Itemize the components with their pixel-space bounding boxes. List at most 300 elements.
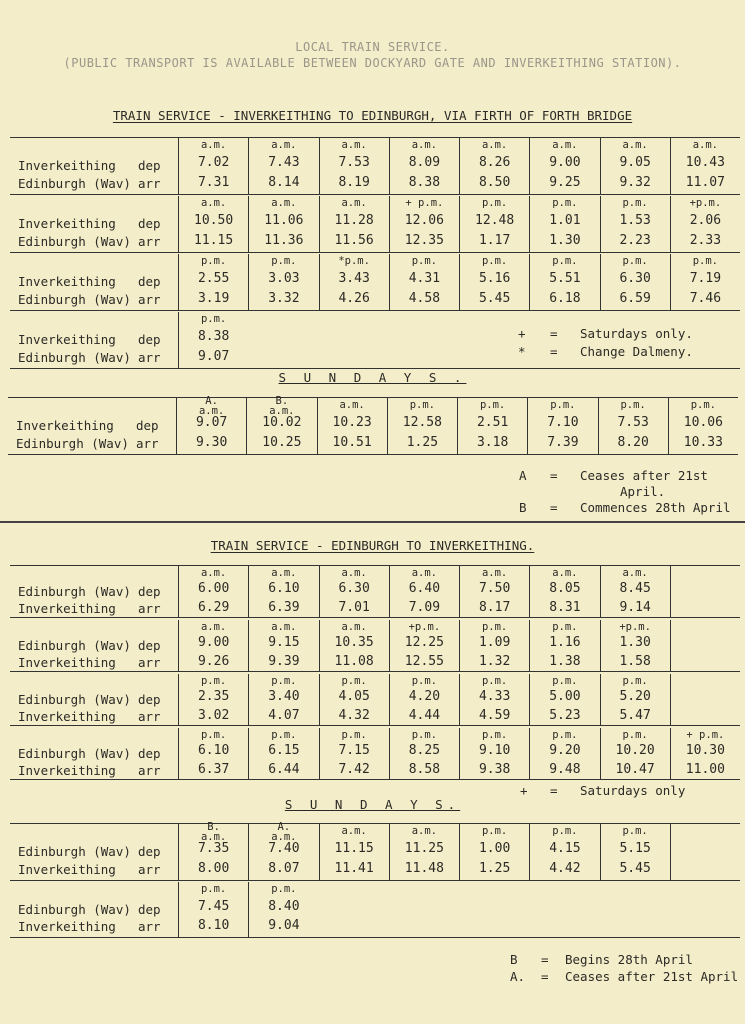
dep-arr-label: arr: [138, 350, 161, 366]
am-pm-marker: [460, 568, 529, 579]
am-pm-marker: [601, 826, 670, 837]
arrival-time: 6.37: [197, 761, 230, 777]
arrival-time: 7.39: [547, 434, 579, 450]
am-pm-marker: [458, 400, 527, 411]
departure-time: 1.09: [478, 635, 511, 651]
departure-time: 5.51: [549, 270, 581, 286]
time-cell: [248, 728, 318, 779]
time-cell: [459, 824, 529, 880]
timetable-row: [10, 728, 740, 780]
time-cell: [248, 566, 318, 617]
dep-arr-label: arr: [138, 234, 161, 250]
am-pm-marker: [669, 400, 738, 411]
arrival-time: 11.15: [194, 232, 234, 248]
arrival-time: 3.18: [476, 434, 509, 450]
am-pm-marker: [390, 198, 459, 209]
am-pm-tag: p.m.: [552, 825, 578, 837]
arrival-time: 6.29: [197, 599, 230, 615]
time-cell: [600, 674, 670, 725]
am-pm-tag: p.m.: [271, 883, 297, 895]
departure-time: 10.02: [262, 414, 302, 430]
timetable-row: [8, 395, 738, 455]
departure-time: 2.55: [197, 270, 230, 286]
legend-symbol: +: [520, 783, 528, 798]
am-pm-marker: [179, 730, 248, 741]
am-pm-marker: [530, 826, 599, 837]
departure-time: 8.45: [619, 581, 651, 597]
arrival-time: 4.58: [408, 290, 441, 306]
am-pm-tag: +p.m.: [689, 197, 722, 209]
am-pm-marker: [390, 256, 459, 267]
departure-time: 7.53: [338, 154, 370, 170]
am-pm-tag: p.m.: [552, 255, 578, 267]
am-pm-tag: a.m.: [552, 139, 578, 151]
am-pm-marker: [460, 256, 529, 267]
time-cell: [529, 196, 599, 252]
station-label: Edinburgh (Wav): [18, 901, 131, 917]
time-cell: [670, 138, 740, 194]
arrival-time: 4.26: [338, 290, 370, 306]
arrival-time: 5.23: [549, 707, 581, 723]
departure-time: 10.50: [194, 212, 234, 228]
departure-time: 1.16: [549, 635, 581, 651]
departure-time: 6.30: [338, 581, 370, 597]
am-pm-tag: p.m.: [481, 621, 508, 633]
time-cell: [459, 728, 529, 779]
station-label: Edinburgh (Wav): [18, 692, 131, 708]
arrival-time: 12.35: [404, 232, 444, 248]
departure-time: 4.15: [549, 840, 581, 856]
legend-symbol: +: [518, 326, 526, 341]
legend-equals: =: [550, 344, 558, 359]
am-pm-marker: [671, 730, 740, 741]
dep-arr-label: arr: [136, 436, 159, 452]
departure-time: 11.25: [404, 840, 444, 856]
timetable-row: [10, 620, 740, 672]
station-label: Edinburgh (Wav): [16, 436, 129, 452]
am-pm-marker: [320, 826, 389, 837]
departure-time: 1.00: [478, 840, 511, 856]
sundays-heading: S U N D A Y S .: [278, 370, 467, 385]
departure-time: 2.06: [689, 212, 722, 228]
am-pm-tag: a.m.: [200, 197, 227, 209]
departure-time: 9.00: [197, 635, 230, 651]
note-marker: A.: [277, 821, 291, 833]
departure-time: 10.35: [334, 635, 374, 651]
dep-arr-label: arr: [138, 600, 161, 616]
section1-sundays-table: [8, 397, 738, 458]
departure-time: 1.53: [619, 212, 651, 228]
station-label: Inverkeithing: [18, 216, 116, 232]
station-label: Inverkeithing: [18, 762, 116, 778]
departure-time: 2.51: [476, 414, 509, 430]
am-pm-tag: a.m.: [269, 405, 295, 417]
arrival-time: 1.30: [549, 232, 581, 248]
am-pm-tag: a.m.: [622, 567, 648, 579]
arrival-time: 11.56: [334, 232, 374, 248]
am-pm-tag: p.m.: [481, 675, 508, 687]
time-cell: [598, 398, 668, 454]
am-pm-marker: [249, 676, 318, 687]
departure-time: 3.40: [268, 689, 300, 705]
dep-arr-label: dep: [138, 844, 161, 860]
timetable-row: [10, 882, 740, 938]
station-label: Inverkeithing: [18, 332, 116, 348]
arrival-time: 7.01: [338, 599, 370, 615]
time-cell: [459, 566, 529, 617]
legend-equals: =: [550, 326, 558, 341]
am-pm-tag: *p.m.: [338, 255, 370, 267]
arrival-time: 9.39: [268, 653, 300, 669]
am-pm-marker: [601, 730, 670, 741]
am-pm-tag: p.m.: [481, 197, 508, 209]
am-pm-tag: p.m.: [550, 399, 576, 411]
arrival-time: 2.33: [689, 232, 722, 248]
station-label: Inverkeithing: [18, 600, 116, 616]
arrival-time: 8.14: [268, 174, 300, 190]
am-pm-tag: p.m.: [692, 255, 719, 267]
am-pm-marker: [320, 622, 389, 633]
am-pm-marker: [390, 568, 459, 579]
am-pm-tag: a.m.: [481, 567, 508, 579]
arrival-time: 4.44: [408, 707, 441, 723]
am-pm-tag: a.m.: [341, 197, 367, 209]
departure-time: 12.25: [404, 635, 444, 651]
am-pm-tag: a.m.: [200, 621, 227, 633]
legend-text: Saturdays only: [580, 783, 686, 798]
note-equals: =: [541, 952, 549, 967]
time-cell: [389, 138, 459, 194]
departure-time: 2.35: [197, 689, 230, 705]
time-cell: [176, 395, 246, 454]
dep-arr-label: dep: [138, 332, 161, 348]
departure-time: 5.00: [549, 689, 581, 705]
am-pm-tag: p.m.: [622, 825, 648, 837]
departure-time: 12.48: [475, 212, 515, 228]
departure-time: 6.00: [197, 581, 230, 597]
arrival-time: 5.45: [478, 290, 511, 306]
departure-time: 5.20: [619, 689, 651, 705]
am-pm-tag: a.m.: [622, 139, 648, 151]
departure-time: 7.15: [338, 743, 370, 759]
departure-time: 6.15: [268, 743, 300, 759]
am-pm-marker: [249, 256, 318, 267]
departure-time: 11.28: [334, 212, 374, 228]
am-pm-tag: a.m.: [341, 139, 367, 151]
arrival-time: 3.32: [268, 290, 300, 306]
am-pm-tag: p.m.: [481, 729, 508, 741]
legend-equals: =: [550, 783, 558, 798]
arrival-time: 8.17: [478, 599, 511, 615]
am-pm-tag: +p.m.: [408, 621, 441, 633]
arrival-time: 4.32: [338, 707, 370, 723]
section1-heading: TRAIN SERVICE - INVERKEITHING TO EDINBURGH, VIA FIRTH OF FORTH BRIDGE: [112, 108, 633, 123]
time-cell: [319, 824, 389, 880]
am-pm-marker: [530, 140, 599, 151]
station-label: Edinburgh (Wav): [18, 638, 131, 654]
time-cell: [457, 398, 527, 454]
departure-time: 3.43: [338, 270, 370, 286]
note-equals: =: [550, 500, 558, 515]
time-cell: [246, 395, 316, 454]
arrival-time: 9.14: [619, 599, 651, 615]
time-cell: [529, 566, 599, 617]
departure-time: 12.58: [402, 414, 442, 430]
note-text: Ceases after 21st April: [565, 969, 739, 984]
dep-arr-label: dep: [138, 216, 161, 232]
arrival-time: 1.32: [478, 653, 511, 669]
station-label: Inverkeithing: [18, 274, 116, 290]
time-cell: [319, 728, 389, 779]
departure-time: 8.05: [549, 581, 581, 597]
dep-arr-label: dep: [136, 418, 159, 434]
departure-time: 6.30: [619, 270, 651, 286]
departure-time: 6.10: [197, 743, 230, 759]
departure-time: 7.10: [547, 414, 579, 430]
arrival-time: 1.58: [619, 653, 651, 669]
departure-time: 4.33: [478, 689, 511, 705]
am-pm-tag: a.m.: [341, 621, 367, 633]
time-cell: [600, 566, 670, 617]
time-cell: [670, 674, 740, 725]
timetable-row: [10, 566, 740, 618]
arrival-time: 8.00: [197, 860, 230, 876]
arrival-time: 12.55: [404, 653, 444, 669]
departure-time: 10.23: [332, 414, 372, 430]
departure-time: 6.10: [268, 581, 300, 597]
am-pm-marker: [530, 256, 599, 267]
dep-arr-label: arr: [138, 919, 161, 935]
arrival-time: 9.38: [478, 761, 511, 777]
departure-time: 8.26: [478, 154, 511, 170]
am-pm-tag: a.m.: [271, 567, 297, 579]
am-pm-tag: p.m.: [271, 729, 297, 741]
time-cell: [389, 196, 459, 252]
am-pm-tag: +p.m.: [619, 621, 651, 633]
am-pm-tag: a.m.: [198, 405, 225, 417]
departure-time: 9.05: [619, 154, 651, 170]
time-cell: [459, 620, 529, 671]
note-marker: B.: [275, 395, 289, 407]
am-pm-marker: [671, 198, 740, 209]
am-pm-tag: p.m.: [341, 675, 367, 687]
time-cell: [248, 620, 318, 671]
dep-arr-label: arr: [138, 176, 161, 192]
am-pm-marker: [460, 826, 529, 837]
am-pm-marker: [530, 676, 599, 687]
station-label: Edinburgh (Wav): [18, 234, 131, 250]
departure-time: 6.40: [408, 581, 441, 597]
am-pm-tag: a.m.: [200, 139, 227, 151]
departure-time: 4.31: [408, 270, 441, 286]
station-label: Edinburgh (Wav): [18, 292, 131, 308]
am-pm-tag: a.m.: [271, 139, 297, 151]
am-pm-marker: [530, 568, 599, 579]
am-pm-marker: [601, 140, 670, 151]
time-cell: [670, 728, 740, 779]
arrival-time: 10.33: [683, 434, 723, 450]
am-pm-tag: + p.m.: [686, 729, 725, 741]
am-pm-marker: [249, 622, 318, 633]
am-pm-tag: p.m.: [552, 197, 578, 209]
am-pm-marker: [179, 884, 248, 895]
time-cell: [670, 566, 740, 617]
am-pm-tag: a.m.: [481, 139, 508, 151]
am-pm-marker: [390, 140, 459, 151]
arrival-time: 10.51: [332, 434, 372, 450]
time-cell: [387, 398, 457, 454]
legend-symbol: *: [518, 344, 526, 359]
am-pm-tag: p.m.: [552, 675, 578, 687]
arrival-time: 8.07: [268, 860, 300, 876]
time-cell: [527, 398, 597, 454]
dep-arr-label: dep: [138, 584, 161, 600]
station-label: Edinburgh (Wav): [18, 350, 131, 366]
time-cell: [600, 196, 670, 252]
time-cell: [389, 824, 459, 880]
am-pm-tag: a.m.: [411, 139, 438, 151]
note-marker: B.: [207, 821, 220, 833]
am-pm-marker: [179, 568, 248, 579]
departure-time: 7.43: [268, 154, 300, 170]
time-cell: [319, 620, 389, 671]
time-cell: [389, 728, 459, 779]
note-text: April.: [620, 484, 666, 499]
am-pm-marker: [318, 400, 387, 411]
time-cell: [670, 254, 740, 310]
am-pm-marker: [530, 198, 599, 209]
am-pm-marker: [320, 256, 389, 267]
arrival-time: 11.07: [685, 174, 725, 190]
time-cell: [600, 138, 670, 194]
note-equals: =: [541, 969, 549, 984]
dep-arr-label: arr: [138, 654, 161, 670]
note-symbol: B: [510, 952, 518, 967]
am-pm-marker: [601, 198, 670, 209]
am-pm-marker: [671, 256, 740, 267]
departure-time: 7.45: [197, 898, 230, 914]
arrival-time: 6.39: [268, 599, 300, 615]
time-cell: [529, 674, 599, 725]
time-cell: [248, 674, 318, 725]
departure-time: 5.16: [478, 270, 511, 286]
note-symbol: A.: [510, 969, 526, 984]
section2-table: [10, 565, 740, 786]
note-symbol: B: [519, 500, 527, 515]
timetable-row: [10, 138, 740, 195]
arrival-time: 5.47: [619, 707, 651, 723]
time-cell: [459, 138, 529, 194]
am-pm-tag: a.m.: [411, 567, 438, 579]
am-pm-tag: a.m.: [552, 567, 578, 579]
departure-time: 8.40: [268, 898, 300, 914]
am-pm-tag: a.m.: [271, 831, 297, 843]
arrival-time: 6.44: [268, 761, 300, 777]
departure-time: 7.40: [268, 840, 300, 856]
time-cell: [319, 196, 389, 252]
am-pm-tag: p.m.: [200, 255, 227, 267]
arrival-time: 1.17: [478, 232, 511, 248]
time-cell: [389, 254, 459, 310]
departure-time: 9.00: [549, 154, 581, 170]
dep-arr-label: dep: [138, 692, 161, 708]
time-cell: [668, 398, 738, 454]
time-cell: [178, 196, 248, 252]
dep-arr-label: arr: [138, 708, 161, 724]
arrival-time: 10.47: [615, 761, 655, 777]
arrival-time: 8.20: [617, 434, 649, 450]
station-label: Edinburgh (Wav): [18, 844, 131, 860]
am-pm-tag: a.m.: [271, 197, 297, 209]
note-symbol: A: [519, 468, 527, 483]
am-pm-tag: a.m.: [271, 621, 297, 633]
departure-time: 12.06: [404, 212, 444, 228]
dep-arr-label: dep: [138, 274, 161, 290]
departure-time: 9.20: [549, 743, 581, 759]
time-cell: [600, 620, 670, 671]
time-cell: [319, 566, 389, 617]
time-cell: [459, 196, 529, 252]
timetable-row: [10, 254, 740, 311]
time-cell: [319, 138, 389, 194]
am-pm-tag: p.m.: [411, 675, 438, 687]
time-cell: [529, 728, 599, 779]
departure-time: 8.25: [408, 743, 441, 759]
am-pm-tag: p.m.: [271, 675, 297, 687]
station-label: Edinburgh (Wav): [18, 746, 131, 762]
am-pm-tag: p.m.: [552, 729, 578, 741]
am-pm-tag: p.m.: [481, 825, 508, 837]
departure-time: 7.50: [478, 581, 511, 597]
arrival-time: 9.30: [195, 434, 228, 450]
am-pm-tag: p.m.: [620, 399, 646, 411]
am-pm-marker: [179, 198, 248, 209]
section2-heading: TRAIN SERVICE - EDINBURGH TO INVERKEITHING.: [210, 538, 535, 553]
time-cell: [670, 620, 740, 671]
am-pm-marker: [530, 730, 599, 741]
arrival-time: 11.08: [334, 653, 374, 669]
am-pm-tag: p.m.: [341, 729, 367, 741]
am-pm-marker: [390, 622, 459, 633]
am-pm-tag: a.m.: [200, 831, 227, 843]
departure-time: 10.30: [685, 743, 725, 759]
departure-time: 8.38: [197, 328, 230, 344]
am-pm-tag: p.m.: [622, 729, 648, 741]
section2-sundays-table: [10, 823, 740, 939]
note-text: Ceases after 21st: [580, 468, 708, 483]
am-pm-marker: [179, 622, 248, 633]
arrival-time: 4.59: [478, 707, 511, 723]
am-pm-tag: a.m.: [200, 567, 227, 579]
am-pm-tag: p.m.: [622, 255, 648, 267]
time-cell: [178, 620, 248, 671]
am-pm-tag: p.m.: [481, 255, 508, 267]
arrival-time: 7.31: [197, 174, 230, 190]
arrival-time: 6.59: [619, 290, 651, 306]
am-pm-tag: a.m.: [411, 825, 438, 837]
time-cell: [248, 196, 318, 252]
timetable-row: [10, 821, 740, 881]
am-pm-tag: p.m.: [552, 621, 578, 633]
note-text: Commences 28th April: [580, 500, 731, 515]
legend-text: Saturdays only.: [580, 326, 693, 341]
dep-arr-label: arr: [138, 292, 161, 308]
time-cell: [248, 882, 318, 937]
am-pm-marker: [460, 622, 529, 633]
time-cell: [178, 882, 248, 937]
arrival-time: 11.36: [264, 232, 304, 248]
am-pm-tag: p.m.: [690, 399, 717, 411]
